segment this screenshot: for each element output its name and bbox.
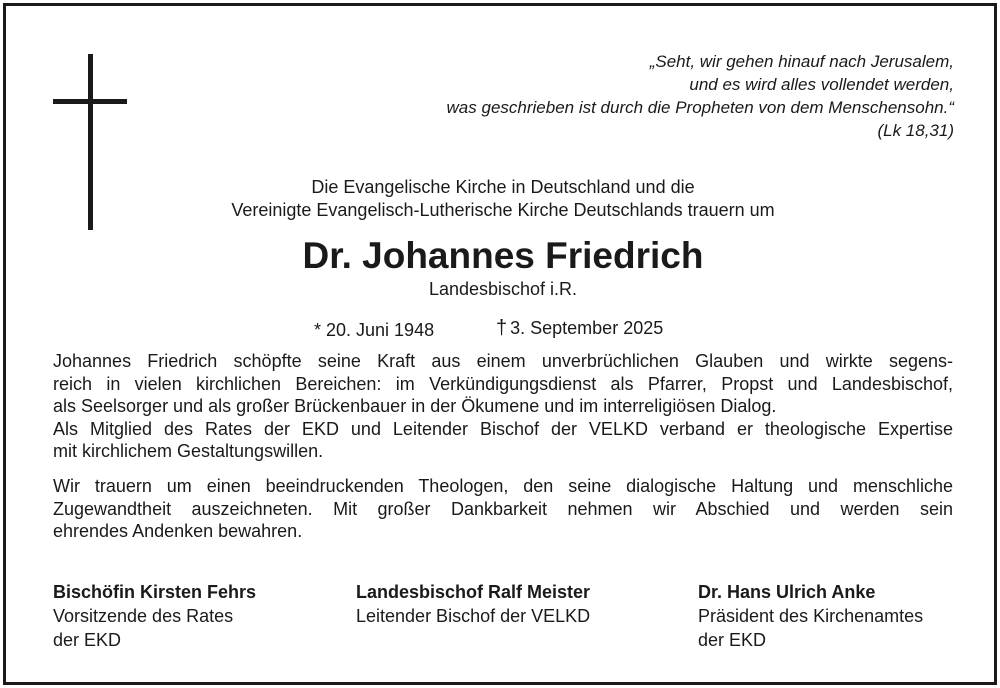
signer-name: Bischöfin Kirsten Fehrs bbox=[53, 582, 257, 602]
tribute-paragraph-2 bbox=[53, 475, 953, 543]
tribute-line: als Seelsorger und als großer Brückenbauer in der Ökumene und im interreligiösen Dialog. bbox=[53, 396, 777, 416]
mourning-intro bbox=[6, 176, 1000, 222]
deceased-name: Dr. Johannes Friedrich bbox=[302, 235, 704, 276]
quote-line: was geschrieben ist durch die Propheten von dem Menschensohn.“ bbox=[446, 98, 954, 117]
signer-role: der EKD bbox=[53, 630, 122, 650]
signer-role: Vorsitzende des Rates bbox=[53, 606, 234, 626]
intro-line: Die Evangelische Kirche in Deutschland und die bbox=[311, 177, 695, 197]
signer-role: Leitender Bischof der VELKD bbox=[356, 606, 591, 626]
tribute-line: Zugewandtheit auszeichneten. Mit großer Dankbarkeit nehmen wir Abschied und werden sein bbox=[53, 498, 953, 519]
signatories bbox=[53, 580, 953, 660]
tribute-line: Johannes Friedrich schöpfte seine Kraft aus einem unverbrüchlichen Glauben und wirkte segens- bbox=[53, 351, 953, 371]
signer-anke bbox=[698, 580, 923, 652]
quote-line: „Seht, wir gehen hinauf nach Jerusalem, bbox=[649, 52, 954, 71]
dagger-icon: † bbox=[496, 317, 508, 339]
signer-name: Dr. Hans Ulrich Anke bbox=[698, 582, 876, 602]
signer-fehrs bbox=[53, 580, 256, 652]
tribute-line: mit kirchlichem Gestaltungswillen. bbox=[53, 441, 324, 461]
deceased-title: Landesbischof i.R. bbox=[428, 279, 578, 299]
tribute-line: reich in vielen kirchlichen Bereichen: im Verkündigungsdienst als Pfarrer, Propst und Landesbischof, bbox=[53, 373, 953, 394]
obituary-notice bbox=[3, 3, 997, 685]
death-date-group bbox=[496, 317, 663, 340]
tribute-paragraph-1 bbox=[53, 350, 953, 463]
quote-line: und es wird alles vollendet werden, bbox=[689, 75, 954, 94]
signer-meister bbox=[356, 580, 590, 628]
intro-line: Vereinigte Evangelisch-Lutherische Kirche Deutschlands trauern um bbox=[231, 200, 775, 220]
signer-role: Präsident des Kirchenamtes bbox=[698, 606, 924, 626]
quote-reference: (Lk 18,31) bbox=[877, 121, 954, 140]
signer-role: der EKD bbox=[698, 630, 767, 650]
bible-quote bbox=[334, 50, 954, 142]
tribute-line: ehrendes Andenken bewahren. bbox=[53, 521, 303, 541]
cross-horizontal-bar bbox=[53, 99, 127, 104]
death-date: 3. September 2025 bbox=[510, 318, 664, 338]
birth-date: * 20. Juni 1948 bbox=[314, 320, 435, 340]
tribute-line: Wir trauern um einen beeindruckenden Theologen, den seine dialogische Haltung und menschliche bbox=[53, 476, 953, 496]
tribute-line: Als Mitglied des Rates der EKD und Leitender Bischof der VELKD verband er theologische Expertise bbox=[53, 418, 953, 439]
signer-name: Landesbischof Ralf Meister bbox=[356, 582, 591, 602]
